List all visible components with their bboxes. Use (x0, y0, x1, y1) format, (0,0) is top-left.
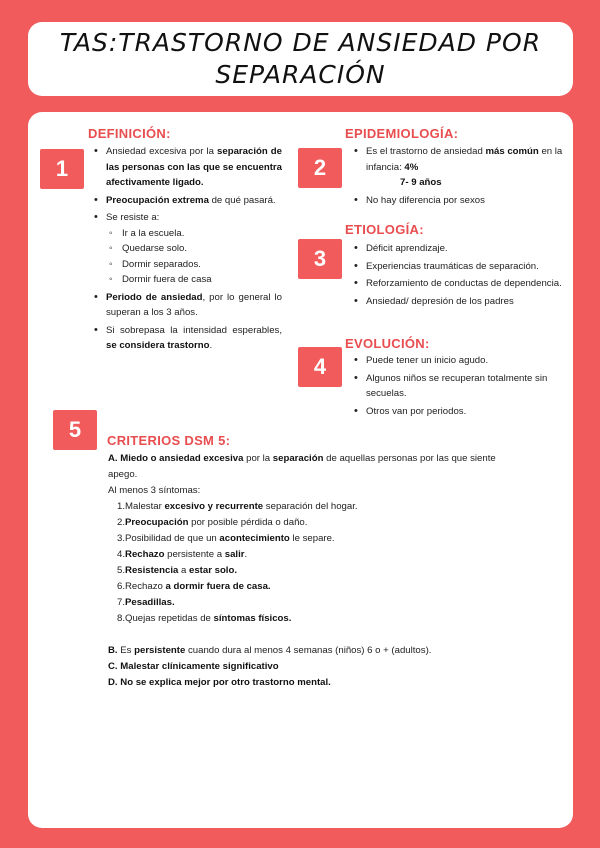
criterio-c: C. Malestar clínicamente significativo (108, 661, 279, 672)
sintoma-7: 7.Pesadillas. (117, 597, 175, 608)
sintoma-8: 8.Quejas repetidas de síntomas físicos. (117, 613, 292, 624)
sintoma-5: 5.Resistencia a estar solo. (117, 565, 238, 576)
list-item: • Es el trastorno de ansiedad más común en la infancia: 4% 7- 9 años (354, 144, 568, 191)
etiologia-title: ETIOLOGÍA: (345, 222, 424, 237)
list-item: • Déficit aprendizaje. (354, 241, 568, 257)
list-item: • Algunos niños se recuperan totalmente sin secuelas. (354, 371, 568, 402)
list-item: • Puede tener un inicio agudo. (354, 353, 568, 369)
list-item: • Reforzamiento de conductas de dependencia. (354, 276, 568, 292)
title-box (28, 22, 573, 96)
criterios-body (108, 451, 563, 691)
list-item: • Otros van por periodos. (354, 404, 568, 420)
sintoma-6: 6.Rechazo a dormir fuera de casa. (117, 581, 271, 592)
list-item: • Ansiedad/ depresión de los padres (354, 294, 568, 310)
list-item: • Se resiste a: ◦ Ir a la escuela. ◦ Quedarse solo. ◦ Dormir separados. ◦ Dormir fuera de casa (94, 210, 282, 288)
page-title-line-1: TAS:TRASTORNO DE ANSIEDAD POR (59, 28, 542, 57)
list-item: • Preocupación extrema de qué pasará. (94, 193, 282, 209)
section-number-4: 4 (298, 347, 342, 387)
sintoma-2: 2.Preocupación por posible pérdida o daño. (117, 517, 308, 528)
evolucion-list (354, 353, 568, 421)
sub-item: ◦ Dormir separados. (106, 257, 282, 273)
sub-item: ◦ Dormir fuera de casa (106, 272, 282, 288)
sub-item: ◦ Ir a la escuela. (106, 226, 282, 242)
criterio-a: A. Miedo o ansiedad excesiva por la separación de aquellas personas por las que siente (108, 453, 496, 464)
content-card (28, 112, 573, 828)
list-item: • Ansiedad excesiva por la separación de las personas con las que se encuentra afectivamente ligado. (94, 144, 282, 191)
list-item: • No hay diferencia por sexos (354, 193, 568, 209)
evolucion-title: EVOLUCIÓN: (345, 336, 430, 351)
al-menos-label: Al menos 3 síntomas: (108, 485, 201, 496)
sintoma-3: 3.Posibilidad de que un acontecimiento le separe. (117, 533, 335, 544)
section-number-2: 2 (298, 148, 342, 188)
definicion-list (94, 144, 282, 356)
section-number-5: 5 (53, 410, 97, 450)
criterios-title: CRITERIOS DSM 5: (107, 433, 231, 448)
criterio-a-cont: apego. (108, 469, 138, 480)
sintoma-4: 4.Rechazo persistente a salir. (117, 549, 248, 560)
criterio-d: D. No se explica mejor por otro trastorno mental. (108, 677, 331, 688)
page-title-line-2: SEPARACIÓN (215, 60, 386, 89)
list-item: • Experiencias traumáticas de separación. (354, 259, 568, 275)
list-item: • Si sobrepasa la intensidad esperables, se considera trastorno. (94, 323, 282, 354)
sub-item: ◦ Quedarse solo. (106, 241, 282, 257)
criterio-b: B. Es persistente cuando dura al menos 4 semanas (niños) 6 o + (adultos). (108, 645, 432, 656)
section-number-3: 3 (298, 239, 342, 279)
epidemiologia-title: EPIDEMIOLOGÍA: (345, 126, 459, 141)
etiologia-list (354, 241, 568, 311)
list-item: • Periodo de ansiedad, por lo general lo superan a los 3 años. (94, 290, 282, 321)
sintoma-1: 1.Malestar excesivo y recurrente separación del hogar. (117, 501, 358, 512)
section-number-1: 1 (40, 149, 84, 189)
resiste-sublist (106, 226, 282, 288)
epidemiologia-list (354, 144, 568, 210)
definicion-title: DEFINICIÓN: (88, 126, 171, 141)
